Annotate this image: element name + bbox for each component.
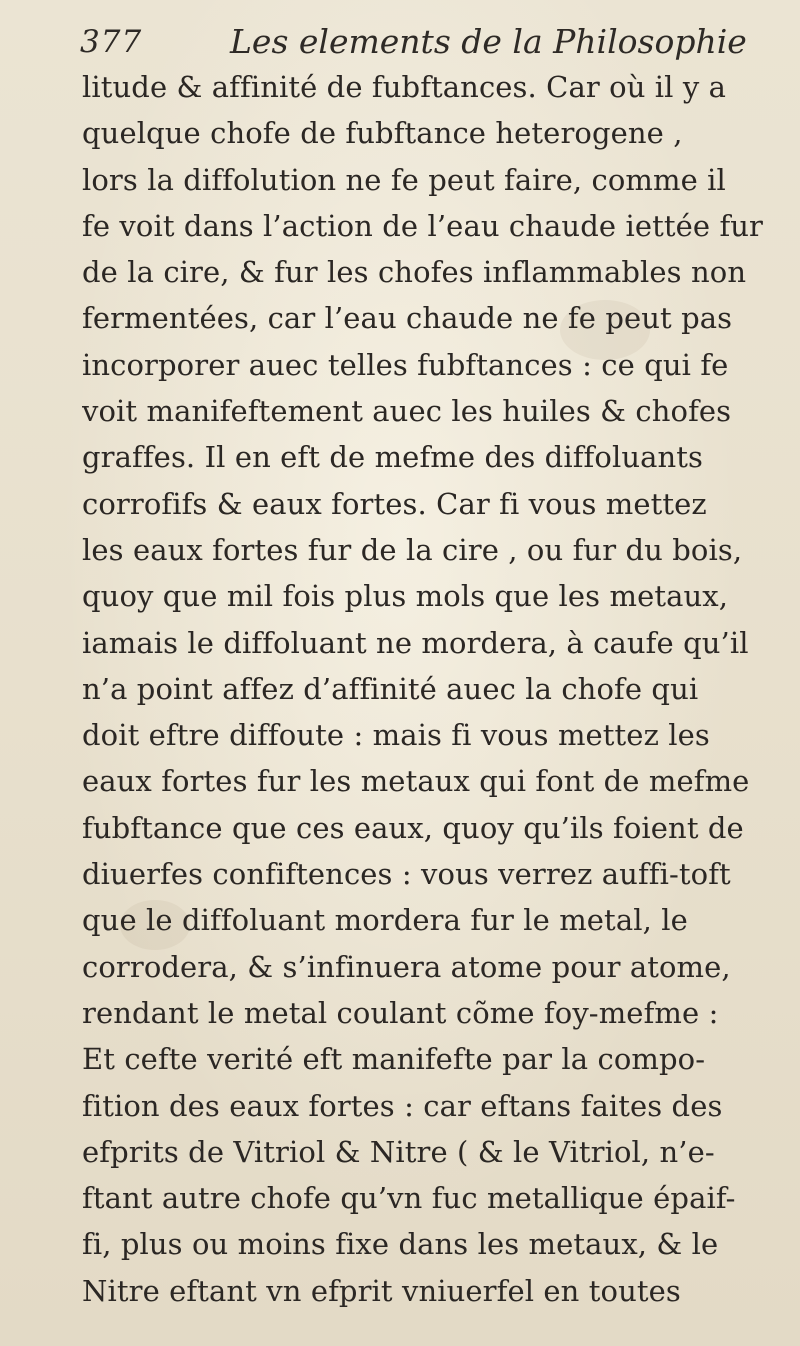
text-line: fi, plus ou moins fixe dans les metaux, & le [82,1227,719,1262]
running-title: Les elements de la Philosophie [230,22,747,61]
text-line: eaux fortes fur les metaux qui font de mefme [82,764,750,799]
text-line: corrodera, & s’infinuera atome pour atome, [82,949,731,984]
text-line: corrofifs & eaux fortes. Car fi vous mettez [82,486,707,521]
text-line: litude & affinité de fubftances. Car où il y a [82,70,727,104]
text-line: doit eftre diffoute : mais fi vous mettez les [82,718,710,753]
text-line: Nitre eftant vn efprit vniuerfel en toutes [82,1273,681,1308]
running-head [80,18,747,70]
text-line: lors la diffolution ne fe peut faire, comme il [82,162,726,197]
text-line: graffes. Il en eft de mefme des diffoluants [82,440,704,475]
text-line: incorporer auec telles fubftances : ce qui fe [82,347,729,382]
page-number: 377 [80,24,143,60]
text-line: fermentées, car l’eau chaude ne fe peut pas [82,301,733,336]
text-line: n’a point affez d’affinité auec la chofe qui [82,671,699,706]
body-text [82,64,798,1314]
text-line: Et cefte verité eft manifefte par la compo- [82,1042,706,1077]
text-line: diuerfes confiftences : vous verrez auffi-toft [82,857,731,892]
text-line: quoy que mil fois plus mols que les metaux, [82,579,729,614]
text-line: fe voit dans l’action de l’eau chaude iettée fur [82,208,764,243]
text-line: de la cire, & fur les chofes inflammables non [82,255,747,290]
text-line: ftant autre chofe qu’vn fuc metallique épaif- [82,1181,736,1216]
text-line: que le diffoluant mordera fur le metal, le [82,903,688,938]
text-line: iamais le diffoluant ne mordera, à caufe qu’il [82,625,749,660]
text-line: quelque chofe de fubftance heterogene , [82,116,683,151]
text-line: fubftance que ces eaux, quoy qu’ils foient de [82,810,744,845]
text-line: rendant le metal coulant cõme foy-mefme : [82,995,719,1030]
text-line: les eaux fortes fur de la cire , ou fur du bois, [82,532,743,567]
text-line: voit manifeftement auec les huiles & chofes [82,394,732,429]
text-line: fition des eaux fortes : car eftans faites des [82,1088,723,1123]
text-line: efprits de Vitriol & Nitre ( & le Vitriol, n’e- [82,1134,715,1169]
